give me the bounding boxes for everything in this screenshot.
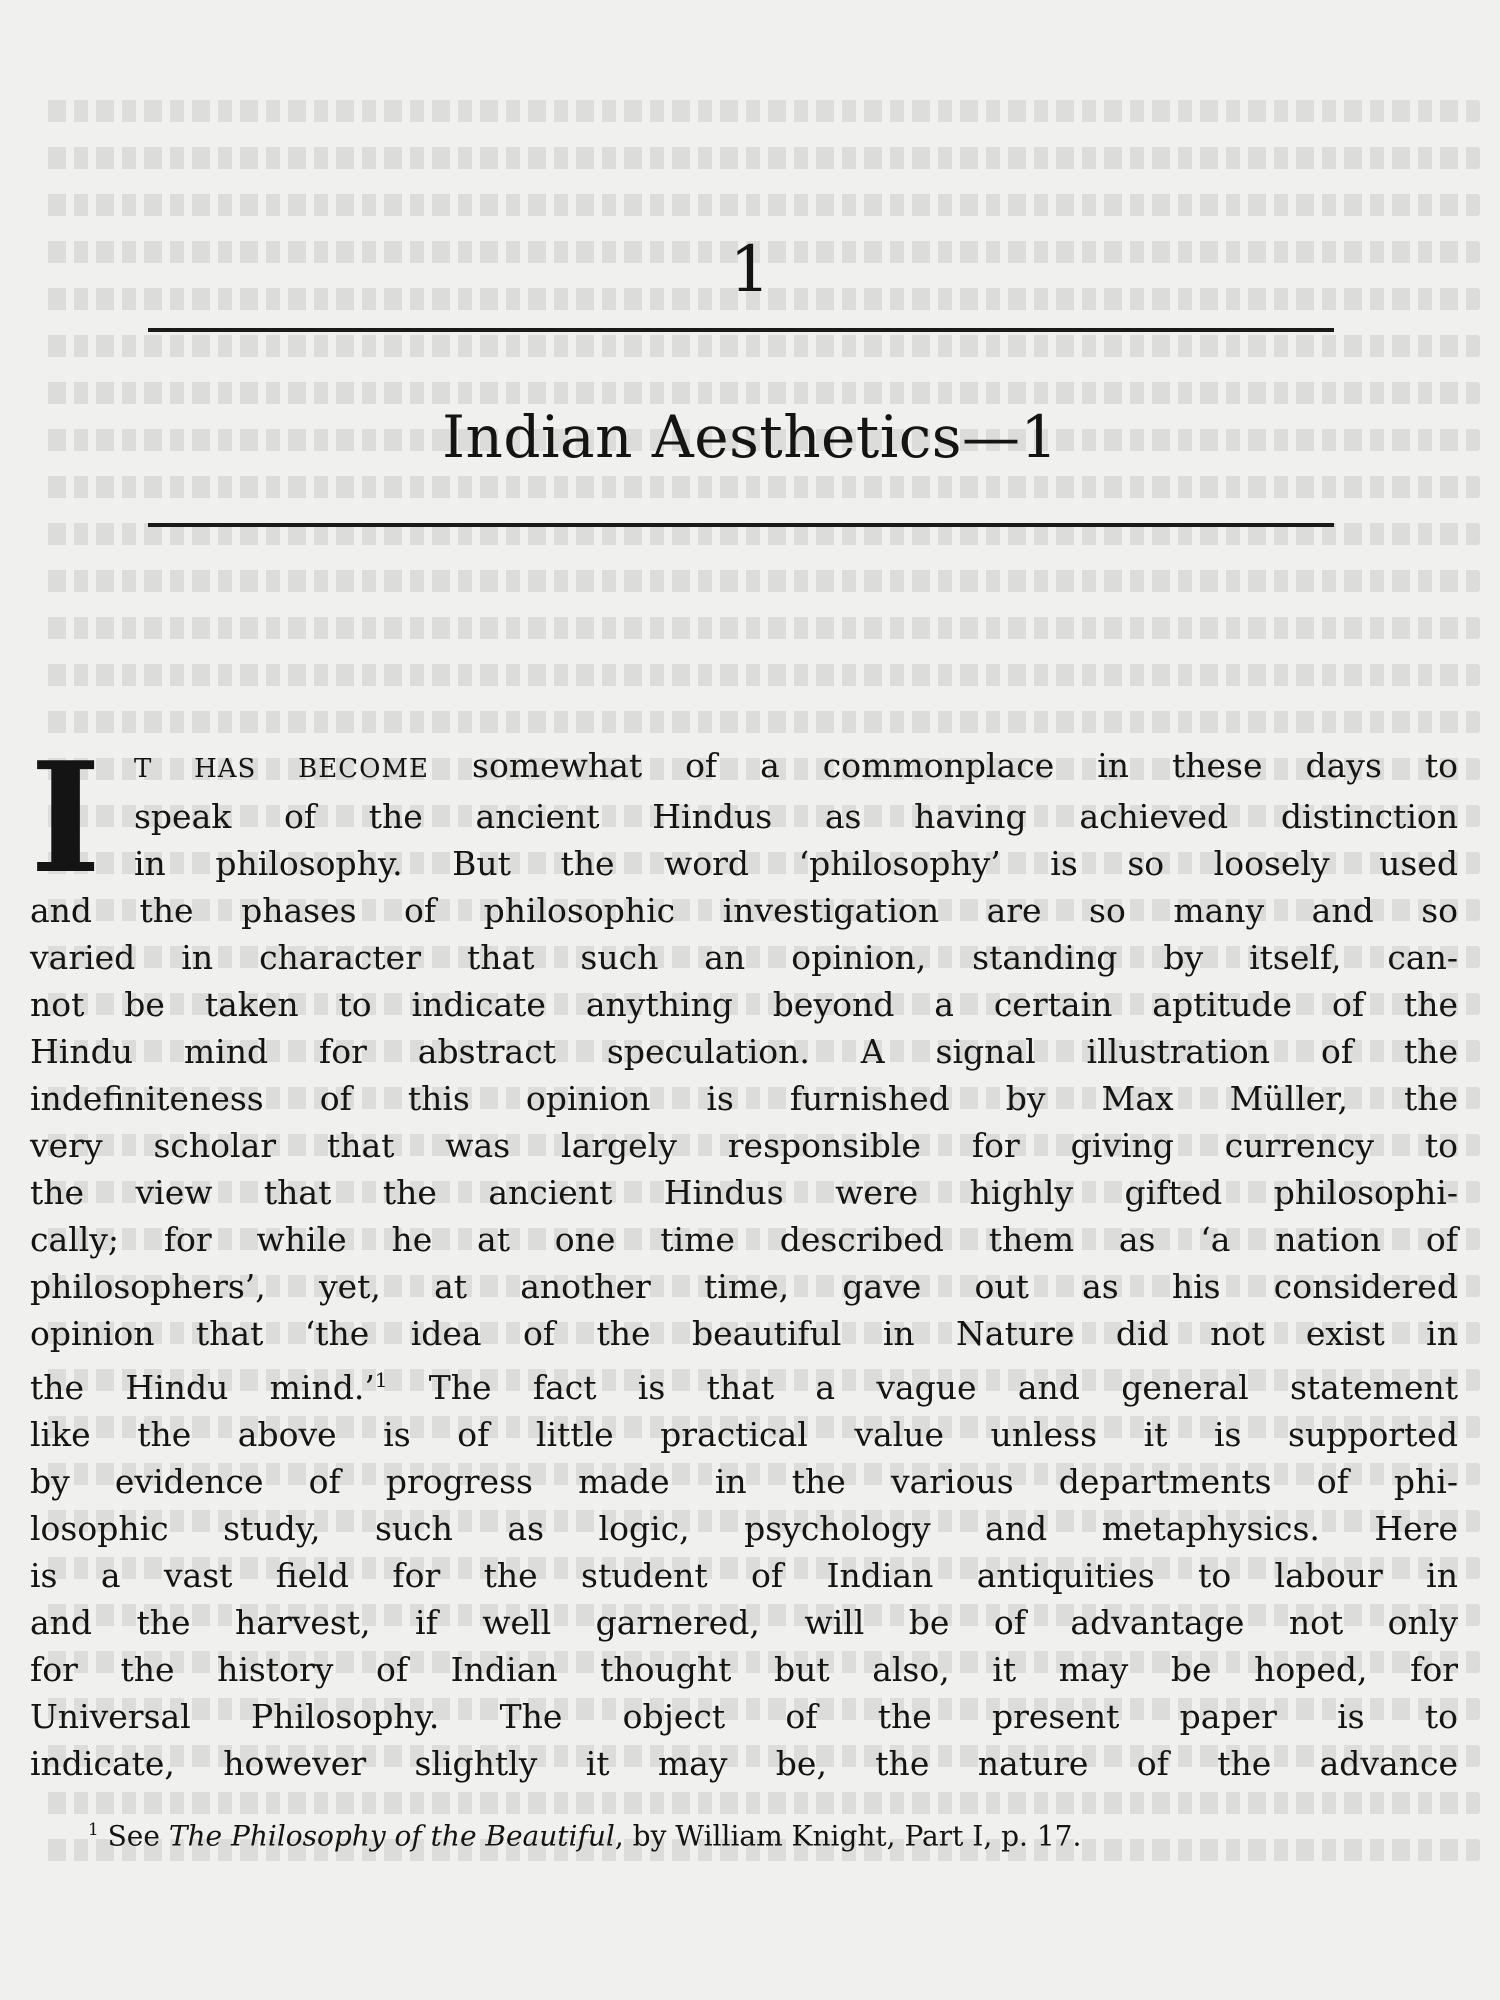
bleed-through-line xyxy=(40,664,1480,686)
title-rule-bottom xyxy=(148,523,1334,527)
body-line-21: Universal Philosophy. The object of the present paper is to xyxy=(30,1697,1458,1736)
drop-cap-letter: I xyxy=(30,728,102,907)
body-line-6: not be taken to indicate anything beyond a certain aptitude of the xyxy=(30,985,1458,1024)
footnote-marker: 1 xyxy=(88,1819,99,1839)
bleed-through-line xyxy=(40,711,1480,733)
bleed-through-line xyxy=(40,570,1480,592)
body-paragraph xyxy=(30,728,1458,1787)
body-line-4: and the phases of philosophic investigation are so many and so xyxy=(30,891,1458,930)
body-line-20: for the history of Indian thought but also, it may be hoped, for xyxy=(30,1650,1458,1689)
body-line-10: the view that the ancient Hindus were highly gifted philosophi- xyxy=(30,1173,1458,1212)
body-line-22: indicate, however slightly it may be, the nature of the advance xyxy=(30,1744,1458,1783)
bleed-through-line xyxy=(40,100,1480,122)
opening-small-caps: T HAS BECOME xyxy=(134,754,430,784)
footnote-book-title: The Philosophy of the Beautiful xyxy=(168,1819,615,1853)
body-line-12: philosophers’, yet, at another time, gave out as his considered xyxy=(30,1267,1458,1306)
footnote: $^1$ See The Philosophy of the Beautiful, by William Knight, Part I, p. 17. xyxy=(88,1819,1082,1853)
body-line-8: indefiniteness of this opinion is furnished by Max Müller, the xyxy=(30,1079,1458,1118)
body-line-2: speak of the ancient Hindus as having achieved distinction xyxy=(134,797,1458,836)
bleed-through-line xyxy=(40,335,1480,357)
body-line-3: in philosophy. But the word ‘philosophy’ is so loosely used xyxy=(134,844,1458,883)
bleed-through-line xyxy=(40,1792,1480,1814)
bleed-through-line xyxy=(40,617,1480,639)
body-line-11: cally; for while he at one time described them as ‘a nation of xyxy=(30,1220,1458,1259)
chapter-number: 1 xyxy=(729,233,771,307)
footnote-reference: 1 xyxy=(374,1369,388,1392)
body-line-7: Hindu mind for abstract speculation. A signal illustration of the xyxy=(30,1032,1458,1071)
body-line-1: T HAS BECOME somewhat of a commonplace in these days to xyxy=(134,746,1458,785)
body-line-19: and the harvest, if well garnered, will be of advantage not only xyxy=(30,1603,1458,1642)
body-line-9: very scholar that was largely responsible for giving currency to xyxy=(30,1126,1458,1165)
bleed-through-line xyxy=(40,382,1480,404)
body-line-5: varied in character that such an opinion, standing by itself, can- xyxy=(30,938,1458,977)
body-line-15: like the above is of little practical value unless it is supported xyxy=(30,1415,1458,1454)
body-line-16: by evidence of progress made in the various departments of phi- xyxy=(30,1462,1458,1501)
body-line-13: opinion that ‘the idea of the beautiful in Nature did not exist in xyxy=(30,1314,1458,1353)
body-line-18: is a vast field for the student of Indian antiquities to labour in xyxy=(30,1556,1458,1595)
bleed-through-line xyxy=(40,147,1480,169)
body-line-14: the Hindu mind.’$^1$ The fact is that a vague and general statement xyxy=(30,1368,1458,1407)
bleed-through-line xyxy=(40,476,1480,498)
chapter-title: Indian Aesthetics—1 xyxy=(442,403,1058,471)
title-rule-top xyxy=(148,328,1334,332)
bleed-through-line xyxy=(40,194,1480,216)
body-line-17: losophic study, such as logic, psychology and metaphysics. Here xyxy=(30,1509,1458,1548)
